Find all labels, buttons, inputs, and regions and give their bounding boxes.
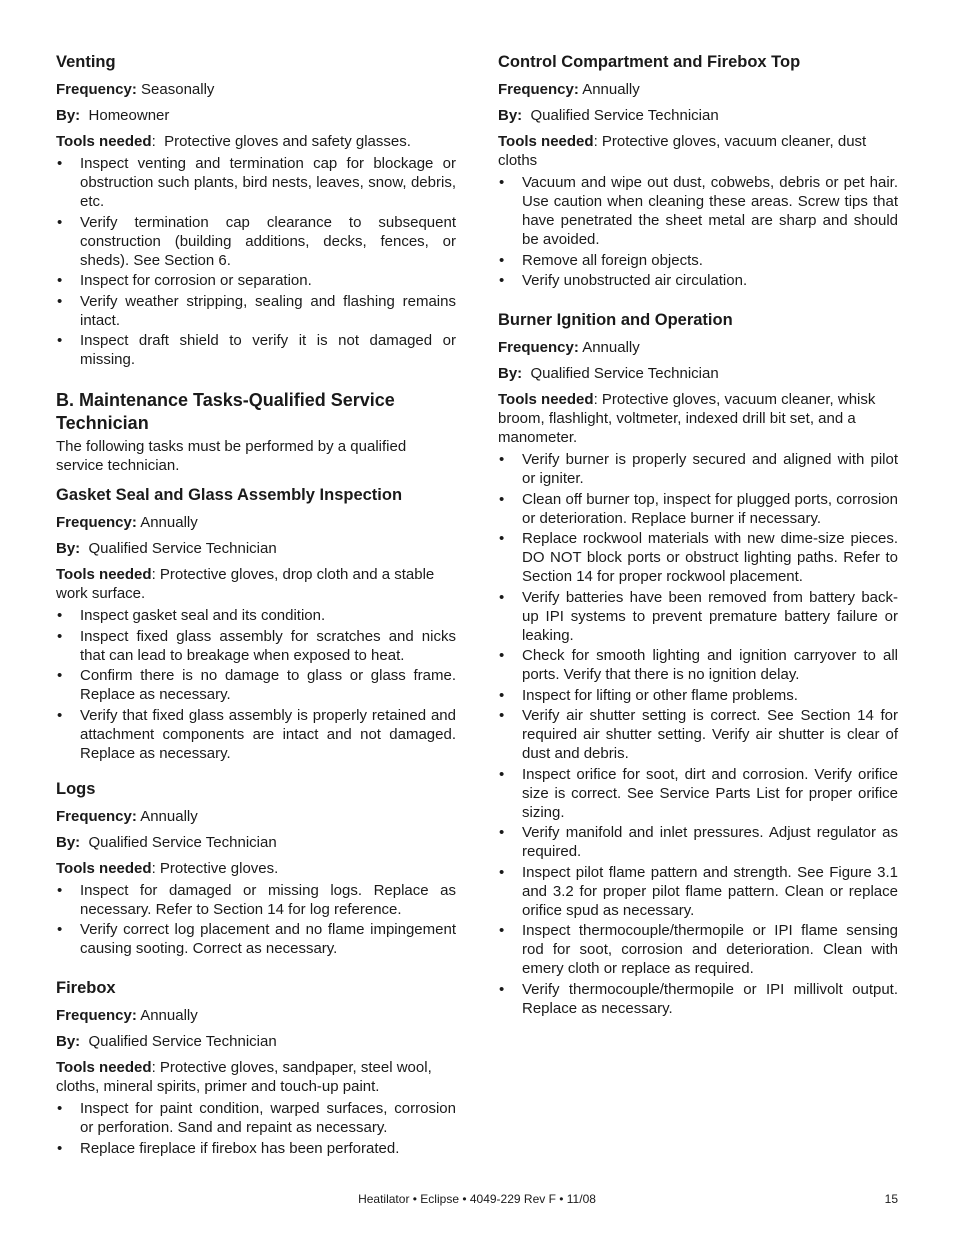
control-section [498, 52, 898, 290]
firebox-tools: Tools needed: Protective gloves, sandpaper, steel wool, cloths, mineral spirits, primer and touch-up paint. [56, 1059, 432, 1095]
list-item: • Vacuum and wipe out dust, cobwebs, debris or pet hair. Use caution when cleaning these areas. Screw tips that have penetrated the sheet metal are sharp and should be avoided. [498, 173, 898, 249]
gasket-tools: Tools needed: Protective gloves, drop cloth and a stable work surface. [56, 566, 435, 602]
logs-by: By: Qualified Service Technician [56, 833, 277, 851]
list-item: • Verify correct log placement and no flame impingement causing sooting. Correct as necessary. [56, 920, 456, 958]
venting-heading: Venting [56, 53, 116, 71]
firebox-list [56, 1099, 456, 1158]
list-item: • Verify batteries have been removed from battery back-up IPI systems to prevent premature battery failure or leaking. [498, 588, 898, 645]
gasket-section [56, 485, 456, 763]
list-item: • Inspect pilot flame pattern and strength. See Figure 3.1 and 3.2 for proper pilot flame pattern. Clean or replace orifice spud as necessary. [498, 863, 898, 920]
list-item: • Check for smooth lighting and ignition carryover to all ports. Verify that there is no ignition delay. [498, 646, 898, 684]
list-item: • Inspect thermocouple/thermopile or IPI flame sensing rod for soot, corrosion and deterioration. Clean with emery cloth or replace as required. [498, 921, 898, 978]
burner-heading: Burner Ignition and Operation [498, 311, 733, 329]
list-item: • Inspect for lifting or other flame problems. [498, 686, 898, 705]
burner-section [498, 310, 898, 1018]
list-item: • Inspect for corrosion or separation. [56, 271, 456, 290]
venting-list [56, 154, 456, 369]
logs-frequency: Frequency: Annually [56, 807, 198, 825]
list-item: • Inspect for damaged or missing logs. Replace as necessary. Refer to Section 14 for log reference. [56, 881, 456, 919]
right-column [498, 52, 898, 1034]
control-heading: Control Compartment and Firebox Top [498, 53, 801, 71]
logs-heading: Logs [56, 779, 96, 798]
list-item: • Confirm there is no damage to glass or glass frame. Replace as necessary. [56, 666, 456, 704]
logs-section [56, 779, 456, 959]
list-item: • Inspect draft shield to verify it is not damaged or missing. [56, 331, 456, 369]
firebox-heading: Firebox [56, 979, 116, 997]
venting-frequency: Frequency: Seasonally [56, 81, 215, 98]
list-item: • Verify air shutter setting is correct. See Section 14 for required air shutter setting. Verify air shutter is clear of dust and debris. [498, 706, 898, 763]
list-item: • Replace rockwool materials with new dime-size pieces. DO NOT block ports or obstruct lighting paths. Refer to Section 14 for proper rockwool placement. [498, 529, 898, 586]
list-item: • Verify that fixed glass assembly is properly retained and attachment components are intact and not damaged. Replace as necessary. [56, 706, 456, 763]
firebox-frequency: Frequency: Annually [56, 1007, 198, 1024]
page-number: 15 [884, 1192, 898, 1206]
control-by: By: Qualified Service Technician [498, 107, 719, 124]
logs-tools: Tools needed: Protective gloves. [56, 859, 279, 877]
list-item: • Inspect gasket seal and its condition. [56, 606, 456, 625]
list-item: • Inspect venting and termination cap for blockage or obstruction such plants, bird nests, leaves, snow, debris, etc. [56, 154, 456, 211]
section-b-intro: The following tasks must be performed by a qualified service technician. [56, 438, 407, 474]
list-item: • Verify unobstructed air circulation. [498, 271, 898, 290]
gasket-by: By: Qualified Service Technician [56, 540, 277, 557]
list-item: • Verify weather stripping, sealing and flashing remains intact. [56, 292, 456, 330]
list-item: • Verify termination cap clearance to subsequent construction (building additions, decks, fences, or sheds). See Section 6. [56, 213, 456, 270]
list-item: • Replace fireplace if firebox has been perforated. [56, 1139, 456, 1158]
control-frequency: Frequency: Annually [498, 81, 640, 98]
list-item: • Verify burner is properly secured and aligned with pilot or igniter. [498, 450, 898, 488]
firebox-by: By: Qualified Service Technician [56, 1033, 277, 1050]
list-item: • Inspect fixed glass assembly for scratches and nicks that can lead to breakage when exposed to heat. [56, 627, 456, 665]
control-list [498, 173, 898, 290]
burner-tools: Tools needed: Protective gloves, vacuum cleaner, whisk broom, flashlight, voltmeter, indexed drill bit set, and a manometer. [498, 391, 876, 446]
list-item: • Verify thermocouple/thermopile or IPI millivolt output. Replace as necessary. [498, 980, 898, 1018]
list-item: • Clean off burner top, inspect for plugged ports, corrosion or deterioration. Replace burner if necessary. [498, 490, 898, 528]
list-item: • Verify manifold and inlet pressures. Adjust regulator as required. [498, 823, 898, 861]
section-b [56, 389, 456, 475]
venting-by: By: Homeowner [56, 107, 170, 124]
burner-frequency: Frequency: Annually [498, 339, 640, 356]
venting-tools: Tools needed: Protective gloves and safety glasses. [56, 133, 411, 150]
gasket-frequency: Frequency: Annually [56, 514, 198, 531]
section-b-heading: B. Maintenance Tasks-Qualified Service Technician [56, 390, 395, 433]
list-item: • Inspect for paint condition, warped surfaces, corrosion or perforation. Sand and repaint as necessary. [56, 1099, 456, 1137]
list-item: • Remove all foreign objects. [498, 251, 898, 270]
burner-by: By: Qualified Service Technician [498, 365, 719, 382]
firebox-section [56, 978, 456, 1158]
venting-section [56, 52, 456, 369]
left-column [56, 52, 456, 1174]
list-item: • Inspect orifice for soot, dirt and corrosion. Verify orifice size is correct. See Service Parts List for proper orifice sizing. [498, 765, 898, 822]
footer-text: Heatilator • Eclipse • 4049-229 Rev F • 11/08 [358, 1192, 596, 1206]
logs-list [56, 881, 456, 959]
gasket-list [56, 606, 456, 763]
control-tools: Tools needed: Protective gloves, vacuum cleaner, dust cloths [498, 133, 867, 169]
burner-list [498, 450, 898, 1018]
gasket-heading: Gasket Seal and Glass Assembly Inspection [56, 486, 403, 504]
